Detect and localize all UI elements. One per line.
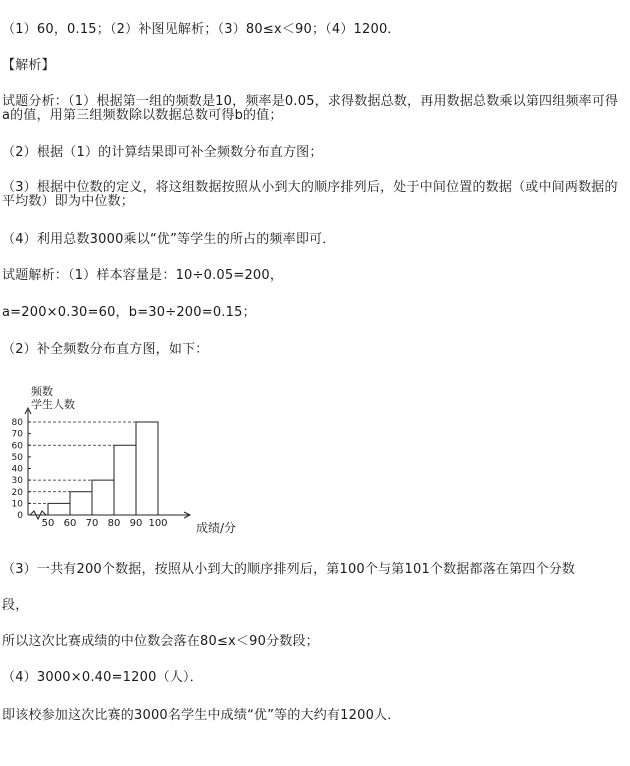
x-tick-label: 100: [148, 518, 168, 529]
y-axis-label-line1: 频数: [31, 385, 53, 398]
analysis-part-2: （2）根据（1）的计算结果即可补全频数分布直方图；: [2, 145, 323, 160]
y-tick-label: 10: [11, 499, 23, 510]
analysis-part-3: （3）根据中位数的定义，将这组数据按照从小到大的顺序排列后，处于中间位置的数据（或中间两数据的平均数）即为中位数；: [2, 180, 618, 209]
solution-part-1: 试题解析：（1）样本容量是：10÷0.05=200，: [2, 268, 284, 283]
y-tick-label: 70: [11, 429, 23, 440]
x-tick-label: 80: [107, 518, 121, 529]
analysis-part-1: 试题分析：（1）根据第一组的频数是10，频率是0.05，求得数据总数，再用数据总数乘以第四组频率可得a的值，用第三组频数除以数据总数可得b的值；: [2, 94, 619, 123]
x-tick-label: 60: [63, 518, 77, 529]
y-tick-label: 50: [11, 452, 23, 463]
answer-line: （1）60，0.15；（2）补图见解析；（3）80≤x＜90；（4）1200．: [2, 22, 401, 37]
histogram-bar: [114, 445, 136, 515]
y-axis-label-line2: 学生人数: [31, 398, 75, 411]
jiexi-header: 【解析】: [2, 58, 55, 73]
x-tick-label: 90: [129, 518, 143, 529]
solution-part-3-line2: 段，: [2, 598, 29, 613]
x-tick-label: 50: [41, 518, 55, 529]
solution-part-3-conclusion: 所以这次比赛成绩的中位数会落在80≤x＜90分数段；: [2, 634, 319, 649]
y-tick-label: 0: [17, 511, 23, 521]
solution-part-4-conclusion: 即该校参加这次比赛的3000名学生中成绩“优”等的大约有1200人．: [2, 708, 401, 723]
solution-part-1-calc: a=200×0.30=60，b=30÷200=0.15；: [2, 305, 256, 320]
chart-plot-area: [12, 408, 190, 529]
solution-part-2: （2）补全频数分布直方图，如下：: [2, 342, 209, 357]
analysis-part-4: （4）利用总数3000乘以“优”等学生的所占的频率即可．: [2, 232, 336, 247]
histogram-bar: [136, 422, 158, 515]
histogram-bar: [92, 480, 114, 515]
y-tick-label: 60: [11, 441, 23, 452]
histogram-bar: [48, 503, 70, 515]
y-tick-label: 30: [11, 476, 23, 487]
y-tick-label: 40: [11, 464, 23, 475]
histogram-bar: [70, 492, 92, 515]
y-tick-label: 80: [11, 418, 23, 428]
x-tick-label: 70: [85, 518, 99, 529]
solution-part-3-line1: （3）一共有200个数据，按照从小到大的顺序排列后，第100个与第101个数据都落在第四个分数: [2, 562, 576, 577]
y-tick-label: 20: [11, 487, 23, 498]
solution-part-4-calc: （4）3000×0.40=1200（人）．: [2, 670, 203, 685]
x-axis-label: 成绩/分: [196, 521, 237, 535]
frequency-histogram: [0, 380, 300, 540]
